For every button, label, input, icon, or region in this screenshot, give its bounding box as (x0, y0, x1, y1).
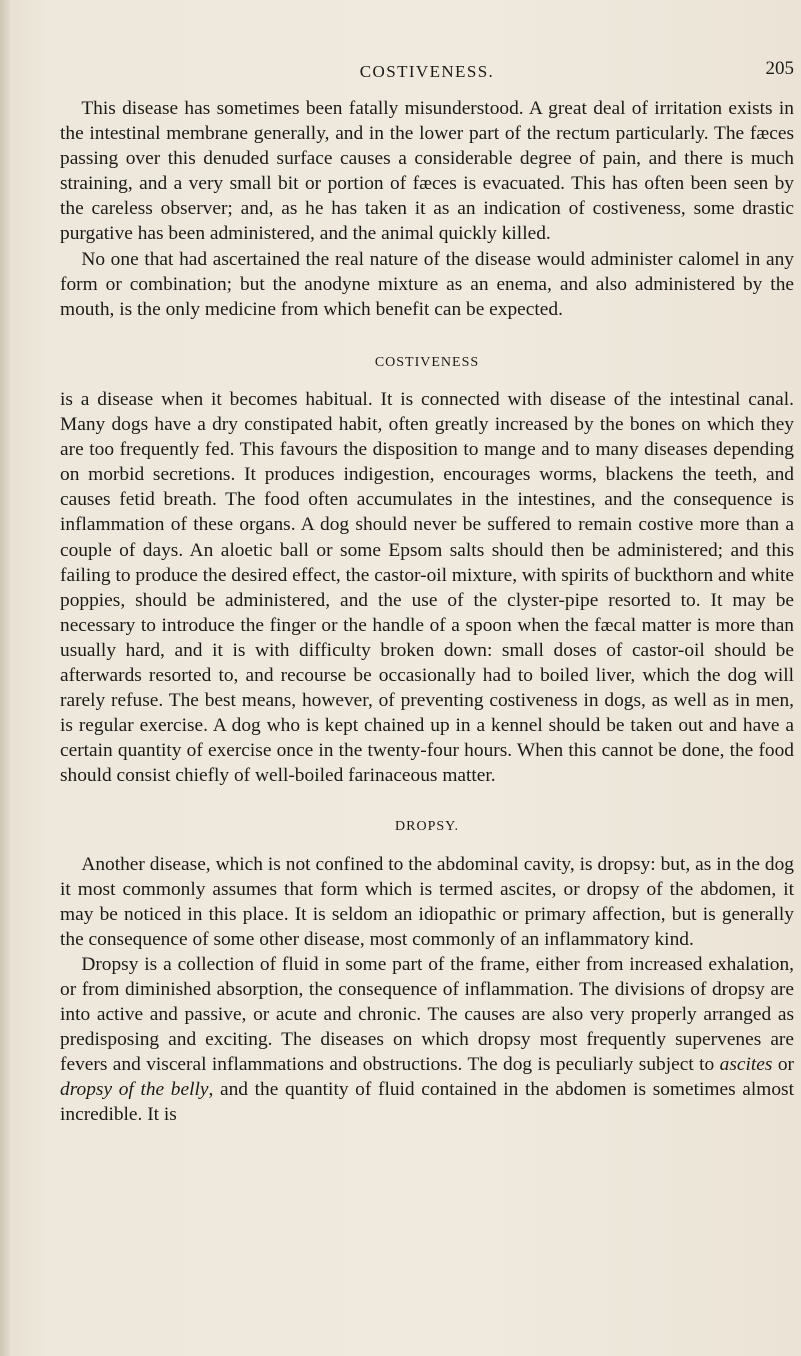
dropsy-text-b: or (772, 1054, 794, 1076)
binding-edge (0, 0, 10, 1356)
running-header (60, 58, 794, 84)
paragraph-costiveness: is a disease when it becomes habitual. It is connected with disease of the intestinal canal. Many dogs have a dry constipated habit, often greatly increased by the bones on which they are too frequently fed. This favours the disposition to mange and to many diseases depending on morbid secretions. It produces indigestion, encourages worms, blackens the teeth, and causes fetid breath. The food often accumulates in the intestines, and the consequence is inflammation of these organs. A dog should never be suffered to remain costive more than a couple of days. An aloetic ball or some Epsom salts should then be administered; and this failing to produce the desired effect, the castor-oil mixture, with spirits of buckthorn and white poppies, should be administered, and the use of the clyster-pipe resorted to. It may be necessary to introduce the finger or the handle of a spoon when the fæcal matter is more than usually hard, and it is with difficulty broken down: small doses of castor-oil should be afterwards resorted to, and recourse be occasionally had to boiled liver, which the dog will rarely refuse. The best means, however, of preventing costiveness in dogs, as well as in men, is regular exercise. A dog who is kept chained up in a kennel should be taken out and have a certain quantity of exercise once in the twenty-four hours. When this cannot be done, the food should consist chiefly of well-boiled farinaceous matter. (60, 388, 794, 787)
paragraph-calomel: No one that had ascertained the real nature of the disease would administer calomel in any form or combination; but the anodyne mixture as an enema, and also administered by the mouth, is the only medicine from which benefit can be expected. (60, 248, 794, 320)
running-title: COSTIVENESS. (359, 62, 495, 81)
dropsy-term-belly: dropsy of the belly (60, 1079, 209, 1101)
heading-dropsy: DROPSY. (395, 819, 459, 835)
dropsy-term-ascites: ascites (719, 1054, 773, 1076)
paragraph-dropsy-intro: Another disease, which is not confined to the abdominal cavity, is dropsy: but, as in the dog it most commonly assumes that form which is termed ascites, or dropsy of the abdomen, it may be noticed in this place. It is seldom an idiopathic or primary affection, but is generally the consequence of some other disease, most commonly of an inflammatory kind. (60, 853, 794, 950)
dropsy-text-c: , and the quantity of fluid contained in the abdomen is sometimes almost incredible. It is (60, 1079, 794, 1126)
dropsy-text-a: Dropsy is a collection of fluid in some part of the frame, either from increased exhalation, or from diminished absorption, the consequence of inflammation. The divisions of dropsy are into active and passive, or acute and chronic. The causes are also very properly arranged as predisposing and exciting. The diseases on which dropsy most frequently supervenes are fevers and visceral inflammations and obstructions. The dog is peculiarly subject to (60, 953, 794, 1076)
paragraph-misunderstood: This disease has sometimes been fatally misunderstood. A great deal of irritation exists in the intestinal membrane generally, and in the lower part of the rectum particularly. The fæces passing over this denuded surface causes a considerable degree of pain, and there is much straining, and a very small bit or portion of fæces is evacuated. This has often been seen by the careless observer; and, as he has taken it as an indication of costiveness, some drastic purgative has been administered, and the animal quickly killed. (60, 98, 794, 245)
body-text (60, 96, 794, 1128)
heading-costiveness: COSTIVENESS (374, 354, 480, 370)
paragraph-dropsy-definition (60, 952, 794, 1128)
page-number: 205 (765, 58, 794, 79)
